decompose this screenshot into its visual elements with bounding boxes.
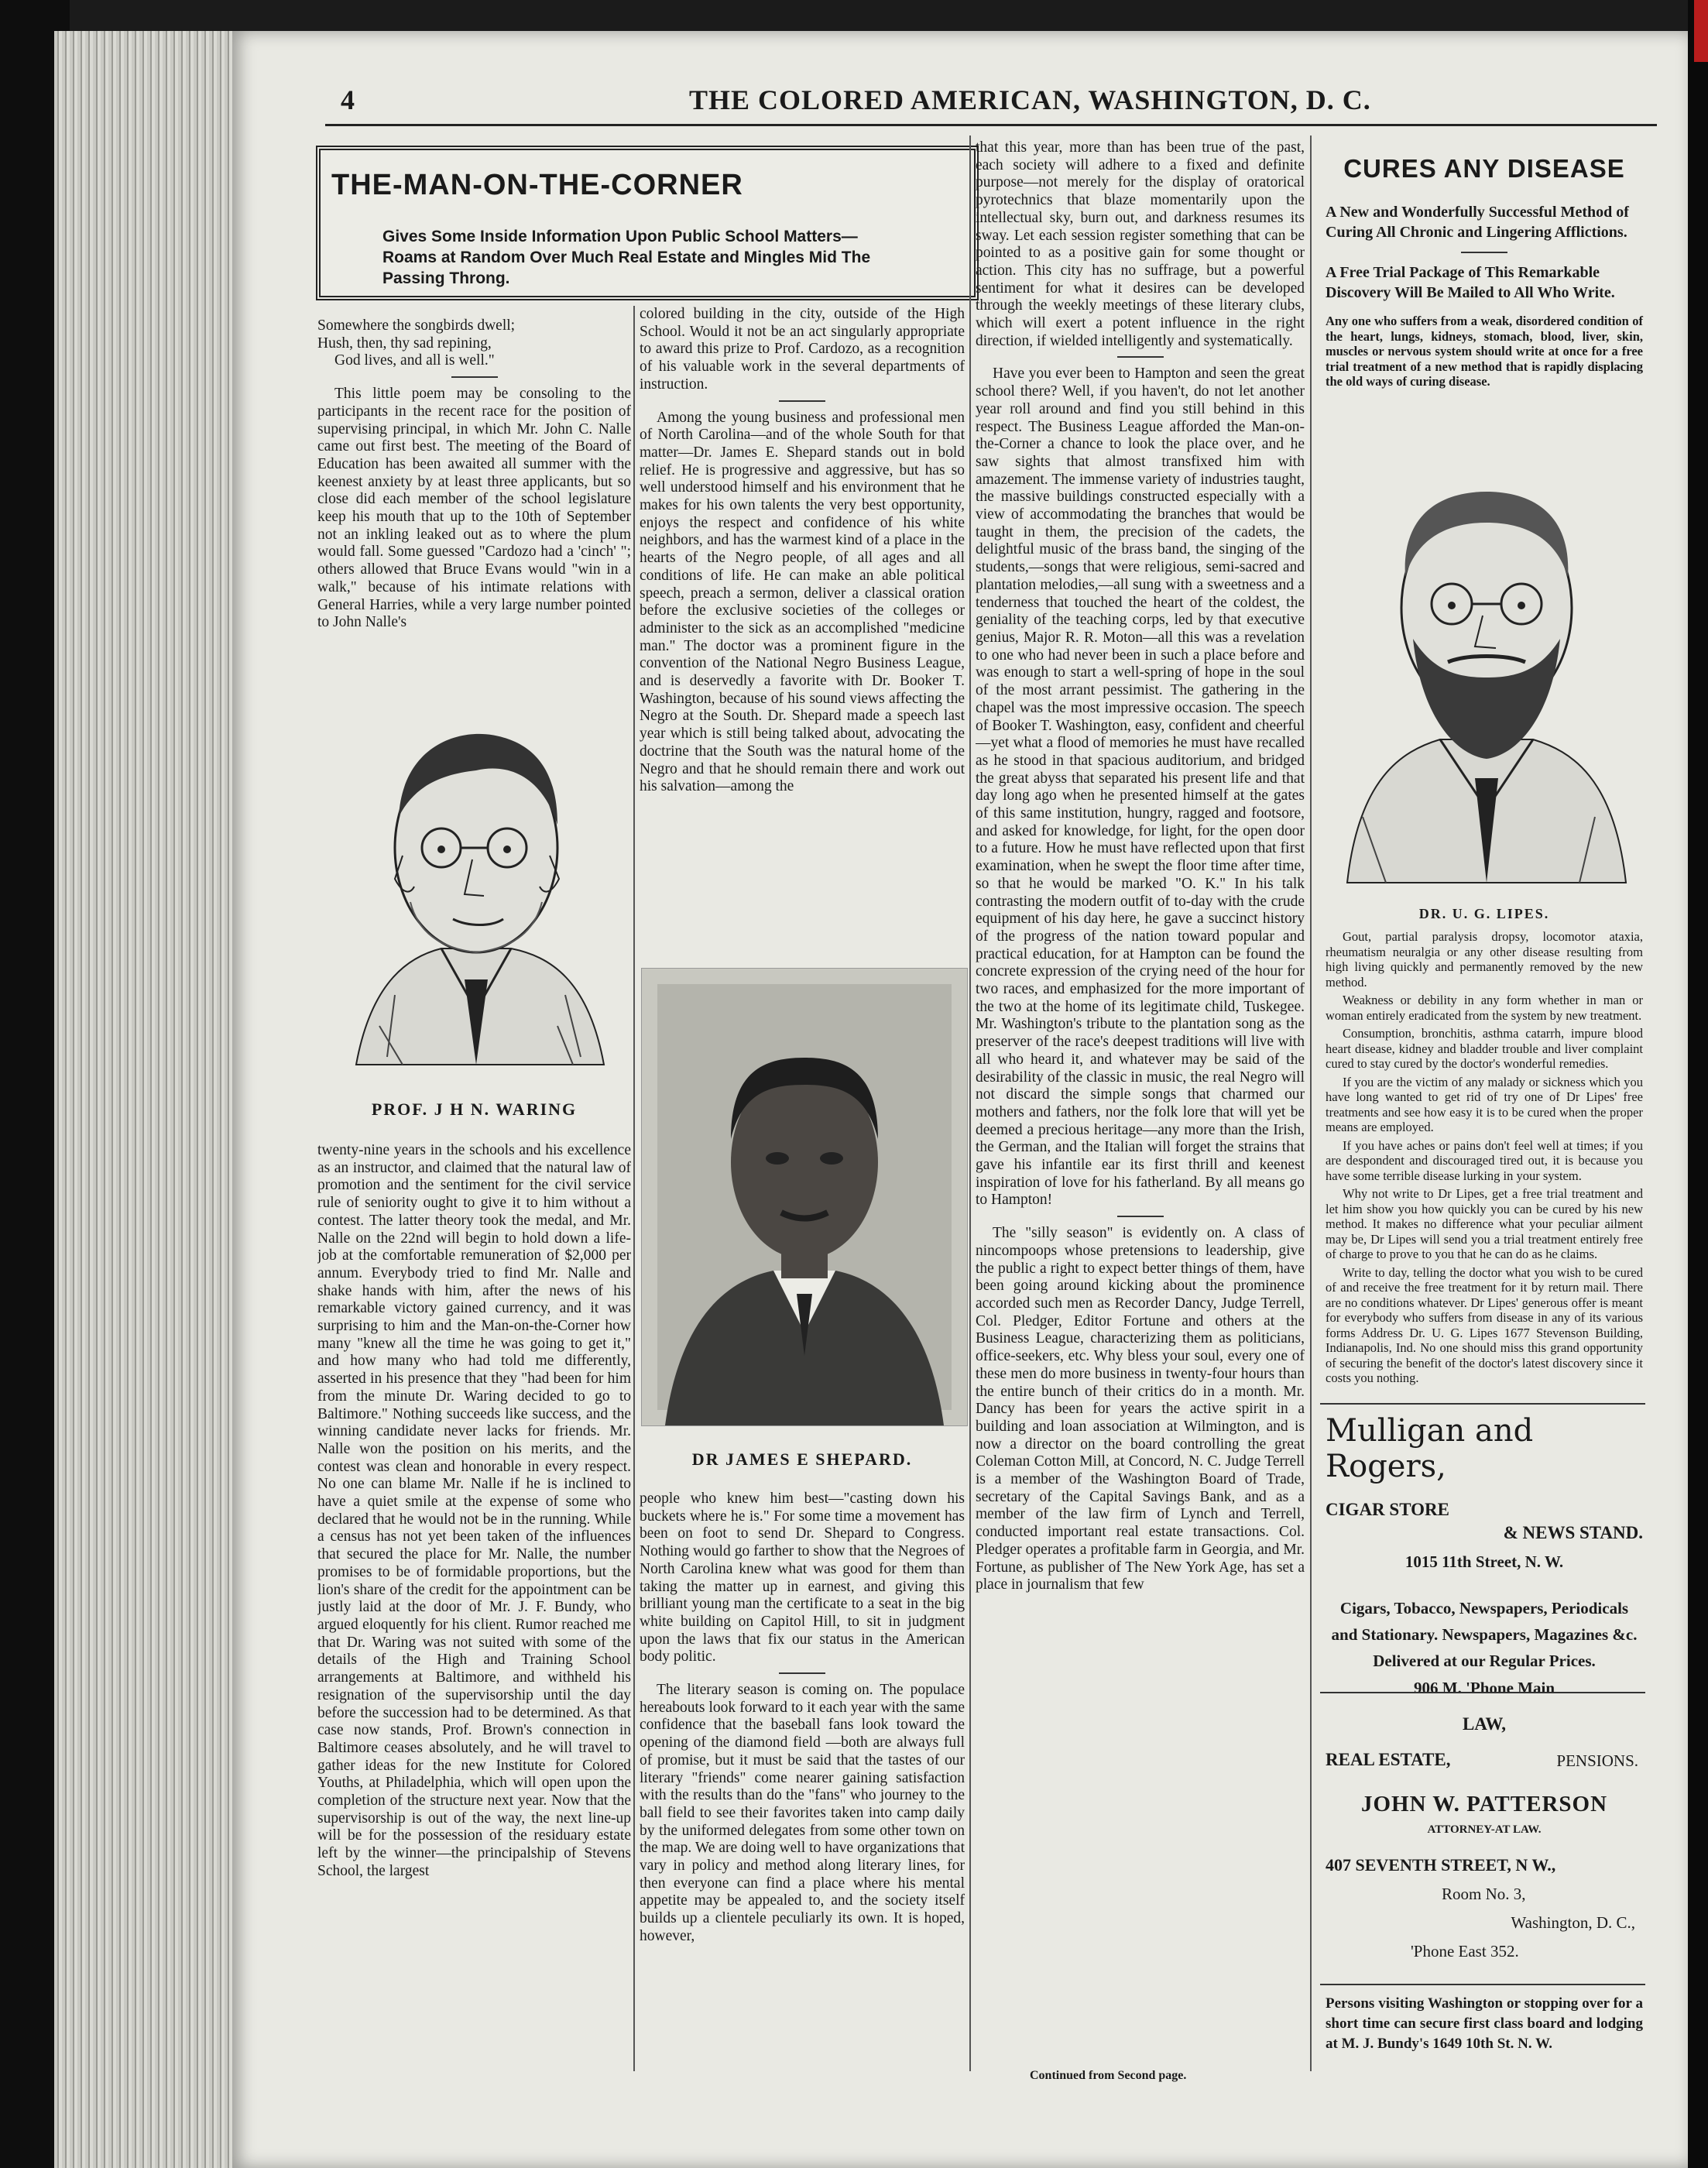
mulligan-line1: CIGAR STORE: [1326, 1500, 1449, 1519]
paragraph: Among the young business and professional men of North Carolina—and of the whole South for that matter—Dr. James E. Shepard stands out in bold relief. He is progressive and aggressive, but has so well understood himself and his environment that he makes for his own talents the very best opportunity, enjoys the respect and confidence of his white neighbors, and has the warmest kind of a place in the hearts of the Negro people, of all ages and all conditions of life. He can make an able political speech, preach a sermon, deliver a classical oration before the exclusive societies of the colleges or administer to the sick as an accomplished "medicine man." The doctor was a prominent figure in the convention of the National Negro Business League, and is deservedly a favorite with Dr. Booker T. Washington, because of his sound views affecting the Negro at the South. Dr. Shepard made a speech last year which is still being talked about, advocating the doctrine that the South was the natural home of the Negro and that he should remain there and work out his salvation—among the: [640, 409, 965, 795]
poem-line: Hush, then, thy sad repining,: [317, 334, 492, 352]
waring-caption: PROF. J H N. WARING: [371, 1099, 578, 1119]
ad-paragraph: Gout, partial paralysis dropsy, locomotor ataxia, rheumatism neuralgia or any other disease resulting from high living quickly and permanently removed by the new method.: [1326, 929, 1643, 990]
separator: [779, 1672, 825, 1674]
paragraph: that this year, more than has been true of the past, each society will adhere to a fixed and definite purpose—not merely for the display of oratorical pyrotechnics that blaze momentarily upon the intellectual sky, burn out, and darkness resumes its sway. Let each session register something that can be pointed to as a positive gain for some thought or action. This city has no suffrage, but a powerful sentiment for what it desires can be developed through the weekly meetings of these literary clubs, which will exert a potent influence in the right direction, if wielded intelligently and systematically.: [976, 139, 1305, 349]
paragraph: This little poem may be consoling to the participants in the recent race for the position of supervising principal, in which Mr. John C. Nalle came out first best. The meeting of the Board of Education has been awaited all summer with the keenest anxiety by at least three applicants, but so close did each member of the school legislature keep his mouth that up to the 10th of September not an inkling leaked out as to where the plum would fall. Some guessed "Cardozo had a 'cinch' "; others allowed that Bruce Evans would "win in a walk," because of his intimate relations with General Harries, while a very large number pointed to John Nalle's: [317, 386, 631, 631]
ad-paragraph: Why not write to Dr Lipes, get a free trial treatment and let him show you how quickly you can be cured by his new method. It makes no difference what your peculiar ailment may be, Dr Lipes will send you a trial treatment entirely free of charge to prove to you that he can do as he claims.: [1326, 1186, 1643, 1261]
patterson-title: ATTORNEY-AT LAW.: [1427, 1823, 1542, 1836]
ad-paragraph: Consumption, bronchitis, asthma catarrh, impure blood heart disease, kidney and bladder trouble and liver complaint cured to stay cured by the doctor's wonderful remedies.: [1326, 1026, 1643, 1071]
poem-line: Somewhere the songbirds dwell;: [317, 317, 516, 334]
patterson-realestate: REAL ESTATE,: [1326, 1750, 1451, 1769]
column-rule: [1310, 136, 1312, 2071]
paragraph: Have you ever been to Hampton and seen the great school there? Well, if you haven't, do not let another year roll around and find you still behind in this respect. The Business League afforded the Man-on-the-Corner a chance to look the place over, and he saw sights that almost transfixed him with amazement. The immense variety of industries taught, the massive buildings constructed especially with a view of accommodating the branches that would be taught in them, the precision of the cadets, the delightful music of the brass band, the singing of the students,—songs that were religious, semi-sacred and plantation melodies,—all sung with a sweetness and a tenderness that touched the heart of the coldest, the geniality of the teaching corps, led by that executive genius, Major R. R. Moton—all this was a revelation to one who had never been in such a place before and was enough to start a well-spring of hope in the soul of the most arrant pessimist. The gathering in the chapel was the most impressive occasion. The speech of Booker T. Washington, easy, confident and cheerful—yet what a flood of memories he must have recalled as he stood in that spacious auditorium, and bridged the great abyss that separated his present life and that day long ago when he presented himself at the gates of this same institution, hungry, ragged and footsore, and asked for knowledge, for light, for the open door to a future. How he must have reflected upon that first examination, when he swept the floor time after time, so that he would be marked "O. K." In his talk contrasting the modern outfit of to-day with the crude equipment of his day here, he gave a succinct history of the progress of the nation toward popular and practical education, for at Hampton can be found the concrete expression of the crying need of the hour for two races, and emphasized for the more important of the two at the home of its legitimate child, Tuskegee. Mr. Washington's tribute to the plantation song as the preserver of the race's deepest traditions will live with all who heard it, and whatever may be said of the desirability of the classic in music, the real Negro will not discard the simple songs that charmed our mothers and fathers, nor the folk lore that will yet be deemed a precious heritage—any more than the Irish, the German, and the Italian will forget the strains that gave his infantile ear its first thrill and keenest inspiration of love for his fatherland. By all means go to Hampton!: [976, 365, 1305, 1209]
column-1-top: [317, 317, 631, 681]
shepard-caption: DR JAMES E SHEPARD.: [691, 1449, 913, 1469]
column-2-bottom: [640, 1490, 965, 2079]
cures-ad-sub1: A New and Wonderfully Successful Method of Curing All Chronic and Lingering Afflictions.: [1326, 204, 1629, 241]
patterson-name: JOHN W. PATTERSON: [1360, 1792, 1608, 1816]
paragraph: people who knew him best—"casting down his buckets where he is." For some time a movement has been on foot to send Dr. Shepard to Congress. Nothing would go farther to show that the Negroes of North Carolina knew what was good for them than taking the matter up in earnest, and giving this brilliant young man the certificate to a seat in the big white building on Capitol Hill, to sit in judgment upon the laws that fix our status in the American body politic.: [640, 1490, 965, 1665]
ad-rule: [1320, 1692, 1645, 1693]
separator: [451, 376, 498, 378]
ad-paragraph: If you have aches or pains don't feel well at times; if you are despondent and discouraged tired out, it is because you have some terrible disease lurking in your system.: [1326, 1137, 1643, 1183]
ad-paragraph: If you are the victim of any malady or sickness which you have long wanted to get rid of try one of Dr Lipes' free treatments and see how easy it is to be cured when the proper means are employed.: [1326, 1074, 1643, 1134]
shepard-photo-image: [642, 969, 967, 1425]
ad-rule: [1320, 1984, 1645, 1985]
column-2-top: [640, 306, 965, 956]
red-tab: [1694, 0, 1708, 62]
separator: [1117, 356, 1164, 358]
page-edges: [54, 31, 248, 2168]
cures-ad: [1326, 143, 1643, 389]
waring-portrait: [341, 701, 612, 1072]
paragraph: The "silly season" is evidently on. A class of nincompoops whose pretensions to leadership, give the public a right to expect better things of them, have been going around kicking about the prominence accorded such men as Recorder Dancy, Judge Terrell, Col. Pledger, Editor Fortune and others at the Business League, characterizing them as politicians, office-seekers, etc. Why bless your soul, every one of these men do more business in twenty-four hours than the entire bunch of their critics do in a month. Mr. Dancy has been for years the active spirit in a building and loan association at Wilmington, and is now a director on the board controlling the great Coleman Cotton Mill, at Concord, N. C. Judge Terrell is a member of the Washington Board of Trade, secretary of the Capital Savings Bank, and as a member of the law firm of Lynch and Terrell, conducted important real estate transactions. Col. Pledger operates a profitable farm in Georgia, and Mr. Fortune, as publisher of The New York Age, has set a place in journalism that few: [976, 1225, 1305, 1593]
masthead: THE COLORED AMERICAN, WASHINGTON, D. C.: [689, 84, 1371, 115]
mulligan-phone: 906 M. 'Phone Main: [1414, 1679, 1555, 1697]
column-rule: [633, 306, 635, 2071]
paragraph: colored building in the city, outside of the High School. Would it not be an act singularly appropriate to award this prize to Prof. Cardozo, as a recognition of his valuable work in the several departments of instruction.: [640, 306, 965, 393]
cures-ad-intro: Any one who suffers from a weak, disordered condition of the heart, lungs, kidneys, stomach, blood, liver, skin, muscles or nervous system should write at once for a free trial treatment of a new method that is rapidly displacing the old ways of curing disease.: [1326, 314, 1643, 389]
column-1-bottom: [317, 1142, 631, 2071]
patterson-ad: [1326, 1703, 1643, 1961]
separator: [779, 400, 825, 402]
poem-line: God lives, and all is well.": [334, 352, 495, 369]
ad-paragraph: Write to day, telling the doctor what you wish to be cured of and receive the free treatment for it by return mail. There are no conditions whatever. Dr Lipes' generous offer is meant for everybody who suffers from disease in any of its various forms Address Dr. U. G. Lipes 1677 Stevenson Building, Indianapolis, Ind. No one should miss this grand opportunity of securing the benefit of the doctor's latest discovery since it costs you nothing.: [1326, 1264, 1643, 1385]
separator: [1117, 1216, 1164, 1217]
patterson-city: Washington, D. C.,: [1511, 1913, 1635, 1932]
cures-ad-body: [1326, 929, 1643, 1401]
mulligan-ad: [1326, 1413, 1643, 1698]
patterson-room: Room No. 3,: [1442, 1885, 1526, 1903]
lipes-caption: DR. U. G. LIPES.: [1418, 906, 1550, 921]
patterson-address: 407 SEVENTH STREET, N W.,: [1326, 1855, 1556, 1875]
column-rule: [969, 136, 971, 2071]
continued-note: Continued from Second page.: [1030, 2069, 1187, 2082]
paragraph: twenty-nine years in the schools and his excellence as an instructor, and claimed that the natural law of promotion and the sentiment for the civil service rule of seniority ought to give it to him without a contest. The latter theory took the medal, and Mr. Nalle on the 22nd will begin to hold down a life-job at the comfortable remuneration of $2,000 per annum. Everybody tried to find Mr. Nalle and shake hands with him, after the news of his remarkable victory gained currency, and it was surprising to him and the Man-on-the-Corner how many "knew all the time he was going to get it," and how many who had told me differently, asserted in his presence that they "had been for him from the minute Dr. Waring decided to go to Baltimore." Nothing succeeds like success, and the winning candidate never lacks for friends. Mr. Nalle won the position on his merits, and the contest was clean and honorable in every respect. No one can blame Mr. Nalle if he is inclined to have a quiet smile at the expense of some who declared that he would not be in the running. While a census has not yet been taken of the influences that secured the place for Mr. Nalle, the number promises to be of formidable proportions, but the lion's share of the credit for the appointment can be justly laid at the door of Mr. J. F. Bundy, who argued eloquently for his client. Rumor reached me that Dr. Waring was not suited with some of the details of the High and Training School arrangements at Baltimore, and withheld his resignation of the supervisorship until the day before the succession had to be determined. As that case now stands, Prof. Brown's connection in Baltimore ceases absolutely, and he will travel to gather ideas for the new Institute for Colored Youths, at Philadelphia, which will open upon the completion of the structure next year. Now that the supervisorship is out of the way, the next line-up will be for the possession of the residuary estate left by the winner—the principalship of Stevens School, the largest: [317, 1142, 631, 1879]
column-3: [976, 139, 1305, 2056]
mulligan-title: Mulligan and Rogers,: [1326, 1413, 1534, 1484]
cures-ad-sub2: A Free Trial Package of This Remarkable Discovery Will Be Mailed to All Who Write.: [1326, 264, 1615, 301]
headline-title: THE-MAN-ON-THE-CORNER: [331, 169, 743, 201]
separator: [1461, 252, 1507, 253]
patterson-services: [1326, 1750, 1643, 1781]
ad-paragraph: Weakness or debility in any form whether in man or woman entirely eradicated from the system by new treatment.: [1326, 993, 1643, 1023]
lipes-portrait: [1332, 445, 1641, 890]
page-number: 4: [341, 84, 355, 115]
shepard-photo: [641, 968, 968, 1426]
headline-box: [316, 146, 979, 300]
scan-margin: [1688, 0, 1708, 2168]
bundy-ad: Persons visiting Washington or stopping over for a short time can secure first class board and lodging at M. J. Bundy's 1649 10th St. N. W.: [1326, 1995, 1643, 2052]
patterson-pensions: PENSIONS.: [1556, 1751, 1638, 1770]
mulligan-body: Cigars, Tobacco, Newspapers, Periodicals and Stationary. Newspapers, Magazines &c. Delivered at our Regular Prices.: [1331, 1599, 1638, 1670]
mulligan-line2: & NEWS STAND.: [1503, 1523, 1643, 1542]
headline-deck: Gives Some Inside Information Upon Public School Matters—Roams at Random Over Much Real Estate and Mingles Mid The Passing Throng.: [382, 228, 871, 287]
patterson-law: LAW,: [1462, 1714, 1507, 1734]
cures-ad-title: CURES ANY DISEASE: [1343, 154, 1625, 183]
ad-rule: [1320, 1403, 1645, 1405]
masthead-rule: [325, 124, 1657, 126]
paragraph: The literary season is coming on. The populace hereabouts look forward to it each year with the same confidence that the baseball fans look toward the opening of the diamond field —both are always full of promise, but it must be said that the tastes of our literary "friends" come nearer gaining satisfaction with the results than do the "fans" who journey to the ball field to see their favorites taken into camp daily by the uniformed delegates from some other town on the map. We are doing well to have organizations that vary in policy and method along literary lines, for then everyone can find a place where his mental appetite may be appealed to, and the society itself builds up a clientele peculiarly its own. It is hoped, however,: [640, 1682, 965, 1944]
patterson-phone: 'Phone East 352.: [1411, 1942, 1519, 1960]
mulligan-address: 1015 11th Street, N. W.: [1404, 1552, 1564, 1571]
